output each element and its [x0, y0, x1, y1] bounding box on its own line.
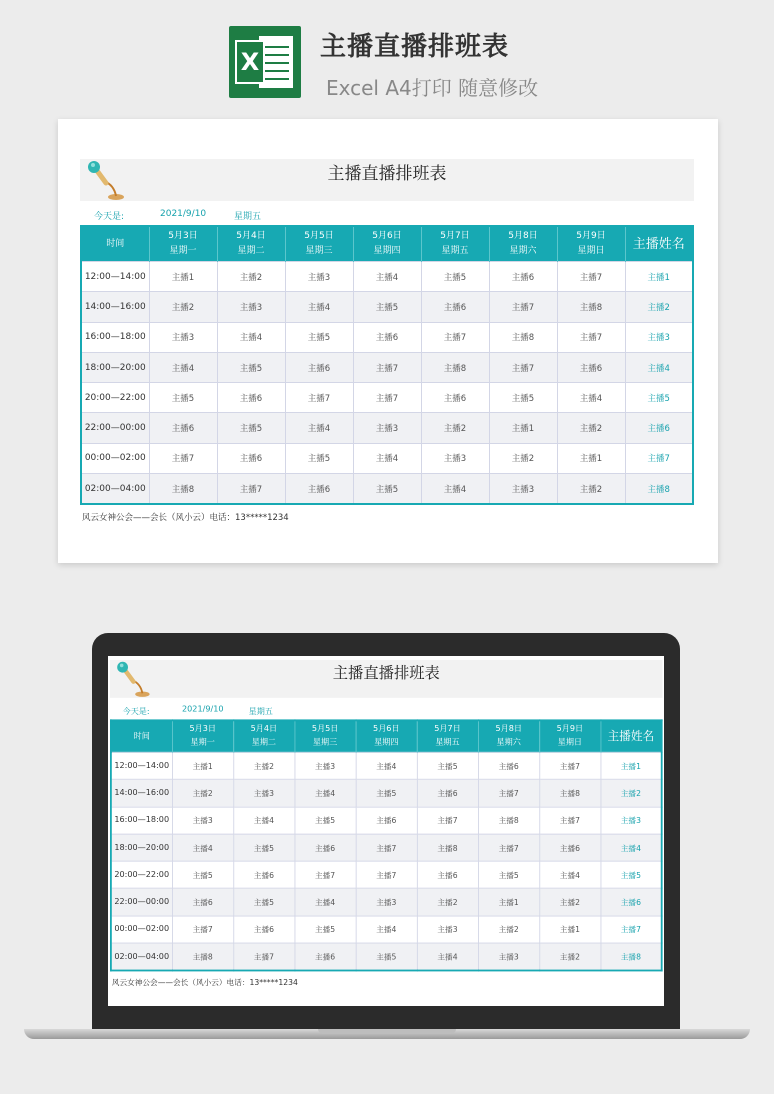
day-column-header — [295, 720, 356, 752]
table-row — [111, 780, 662, 807]
host-cell[interactable]: 主播8 — [557, 292, 625, 322]
time-slot-cell[interactable]: 18:00—20:00 — [81, 352, 149, 382]
host-cell[interactable]: 主播6 — [172, 889, 233, 916]
host-cell[interactable]: 主播1 — [172, 752, 233, 779]
date-bar — [80, 207, 694, 223]
host-cell[interactable]: 主播1 — [478, 889, 539, 916]
host-cell[interactable]: 主播3 — [172, 807, 233, 834]
host-cell[interactable]: 主播8 — [478, 807, 539, 834]
time-slot-cell[interactable]: 02:00—04:00 — [81, 474, 149, 505]
day-weekday: 星期二 — [251, 738, 277, 748]
table-row — [81, 262, 693, 292]
time-slot-cell[interactable]: 18:00—20:00 — [111, 834, 172, 861]
host-cell[interactable]: 主播7 — [149, 443, 217, 473]
day-date: 5月3日 — [168, 231, 198, 241]
host-cell[interactable]: 主播8 — [149, 474, 217, 505]
host-name-cell[interactable]: 主播2 — [625, 292, 693, 322]
table-row — [111, 752, 662, 779]
time-slot-cell[interactable]: 00:00—02:00 — [111, 916, 172, 943]
host-cell[interactable]: 主播4 — [356, 916, 417, 943]
host-cell[interactable]: 主播4 — [539, 861, 600, 888]
schedule-table — [110, 719, 663, 971]
day-column-header — [217, 226, 285, 262]
day-weekday: 星期四 — [374, 738, 399, 748]
time-slot-cell[interactable]: 20:00—22:00 — [81, 383, 149, 413]
host-cell[interactable]: 主播4 — [285, 413, 353, 443]
host-cell[interactable]: 主播7 — [233, 943, 294, 971]
host-cell[interactable]: 主播2 — [478, 916, 539, 943]
host-cell[interactable]: 主播5 — [233, 834, 294, 861]
host-cell[interactable]: 主播4 — [285, 292, 353, 322]
day-weekday: 星期二 — [237, 246, 265, 256]
day-date: 5月6日 — [373, 724, 400, 734]
host-cell[interactable]: 主播5 — [478, 861, 539, 888]
table-row — [81, 322, 693, 352]
host-cell[interactable]: 主播3 — [489, 474, 557, 505]
host-cell[interactable]: 主播4 — [233, 807, 294, 834]
day-column-header — [172, 720, 233, 752]
host-cell[interactable]: 主播3 — [295, 752, 356, 779]
table-row — [81, 352, 693, 382]
host-cell[interactable]: 主播3 — [356, 889, 417, 916]
day-column-header — [478, 720, 539, 752]
table-row — [111, 943, 662, 971]
host-cell[interactable]: 主播5 — [285, 322, 353, 352]
time-slot-cell[interactable]: 22:00—00:00 — [111, 889, 172, 916]
host-cell[interactable]: 主播5 — [417, 752, 478, 779]
time-slot-cell[interactable]: 00:00—02:00 — [81, 443, 149, 473]
host-cell[interactable]: 主播5 — [356, 780, 417, 807]
host-cell[interactable]: 主播5 — [233, 889, 294, 916]
host-cell[interactable]: 主播4 — [295, 780, 356, 807]
host-cell[interactable]: 主播4 — [149, 352, 217, 382]
host-cell[interactable]: 主播6 — [478, 752, 539, 779]
host-cell[interactable]: 主播6 — [489, 262, 557, 292]
host-cell[interactable]: 主播4 — [295, 889, 356, 916]
host-cell[interactable]: 主播6 — [356, 807, 417, 834]
host-name-cell[interactable]: 主播7 — [625, 443, 693, 473]
host-cell[interactable]: 主播1 — [539, 916, 600, 943]
host-cell[interactable]: 主播2 — [557, 413, 625, 443]
host-name-cell[interactable]: 主播5 — [625, 383, 693, 413]
name-column-header: 主播姓名 — [625, 226, 693, 262]
host-cell[interactable]: 主播6 — [353, 322, 421, 352]
today-date: 2021/9/10 — [182, 705, 224, 714]
day-column-header — [285, 226, 353, 262]
page-title: 主播直播排班表 — [320, 32, 510, 62]
host-cell[interactable]: 主播4 — [172, 834, 233, 861]
host-cell[interactable]: 主播4 — [353, 262, 421, 292]
day-weekday: 星期一 — [190, 738, 215, 748]
host-cell[interactable]: 主播6 — [149, 413, 217, 443]
host-cell[interactable]: 主播7 — [557, 322, 625, 352]
host-cell[interactable]: 主播6 — [421, 292, 489, 322]
today-label: 今天是: — [122, 707, 150, 717]
host-cell[interactable]: 主播2 — [557, 474, 625, 505]
host-name-cell[interactable]: 主播6 — [625, 413, 693, 443]
host-cell[interactable]: 主播6 — [285, 474, 353, 505]
host-cell[interactable]: 主播8 — [539, 780, 600, 807]
table-row — [81, 443, 693, 473]
host-cell[interactable]: 主播7 — [421, 322, 489, 352]
day-column-header — [489, 226, 557, 262]
day-column-header — [149, 226, 217, 262]
host-cell[interactable]: 主播3 — [353, 413, 421, 443]
host-cell[interactable]: 主播5 — [295, 916, 356, 943]
host-cell[interactable]: 主播5 — [172, 861, 233, 888]
host-cell[interactable]: 主播6 — [233, 916, 294, 943]
host-cell[interactable]: 主播1 — [557, 443, 625, 473]
day-column-header — [233, 720, 294, 752]
day-weekday: 星期日 — [577, 246, 605, 256]
day-date: 5月5日 — [311, 724, 339, 734]
table-row — [81, 474, 693, 505]
host-name-cell[interactable]: 主播4 — [601, 834, 662, 861]
today-date: 2021/9/10 — [160, 209, 207, 219]
host-cell[interactable]: 主播4 — [421, 474, 489, 505]
host-cell[interactable]: 主播3 — [149, 322, 217, 352]
time-slot-cell[interactable]: 12:00—14:00 — [81, 262, 149, 292]
host-cell[interactable]: 主播7 — [539, 807, 600, 834]
day-date: 5月9日 — [576, 231, 606, 241]
day-column-header — [557, 226, 625, 262]
host-cell[interactable]: 主播8 — [417, 834, 478, 861]
host-cell[interactable]: 主播5 — [295, 807, 356, 834]
day-column-header — [356, 720, 417, 752]
host-name-cell[interactable]: 主播4 — [625, 352, 693, 382]
day-weekday: 星期四 — [373, 246, 401, 256]
name-column-header: 主播姓名 — [601, 720, 662, 752]
day-column-header — [421, 226, 489, 262]
day-date: 5月8日 — [495, 724, 522, 734]
table-row — [111, 834, 662, 861]
today-label: 今天是: — [94, 212, 125, 222]
sheet-footer: 风云女神公会——会长（风小云）电话：13*****1234 — [82, 513, 289, 523]
host-name-cell[interactable]: 主播1 — [601, 752, 662, 779]
time-column-header: 时间 — [81, 226, 149, 262]
host-name-cell[interactable]: 主播8 — [625, 474, 693, 505]
laptop-notch — [318, 1029, 456, 1034]
host-cell[interactable]: 主播1 — [149, 262, 217, 292]
table-row — [111, 916, 662, 943]
day-weekday: 星期六 — [509, 246, 537, 256]
host-name-cell[interactable]: 主播3 — [625, 322, 693, 352]
day-date: 5月3日 — [189, 724, 216, 734]
host-cell[interactable]: 主播5 — [421, 262, 489, 292]
host-cell[interactable]: 主播3 — [417, 916, 478, 943]
host-cell[interactable]: 主播5 — [489, 383, 557, 413]
host-cell[interactable]: 主播2 — [421, 413, 489, 443]
day-date: 5月6日 — [372, 231, 402, 241]
host-cell[interactable]: 主播2 — [172, 780, 233, 807]
host-name-cell[interactable]: 主播7 — [601, 916, 662, 943]
day-column-header — [353, 226, 421, 262]
sheet-footer: 风云女神公会——会长（风小云）电话：13*****1234 — [111, 978, 298, 988]
host-cell[interactable]: 主播6 — [217, 383, 285, 413]
host-cell[interactable]: 主播4 — [356, 752, 417, 779]
host-cell[interactable]: 主播4 — [217, 322, 285, 352]
day-weekday: 星期五 — [435, 738, 460, 748]
host-name-cell[interactable]: 主播6 — [601, 889, 662, 916]
sheet-title: 主播直播排班表 — [327, 164, 447, 184]
schedule-table — [80, 225, 694, 505]
day-weekday: 星期日 — [557, 738, 583, 748]
day-weekday: 星期六 — [496, 738, 521, 748]
host-cell[interactable]: 主播7 — [172, 916, 233, 943]
host-cell[interactable]: 主播3 — [217, 292, 285, 322]
table-row — [111, 807, 662, 834]
time-slot-cell[interactable]: 16:00—18:00 — [111, 807, 172, 834]
host-cell[interactable]: 主播6 — [295, 834, 356, 861]
host-cell[interactable]: 主播5 — [356, 943, 417, 971]
host-cell[interactable]: 主播7 — [353, 352, 421, 382]
time-slot-cell[interactable]: 22:00—00:00 — [81, 413, 149, 443]
time-column-header: 时间 — [111, 720, 172, 752]
host-cell[interactable]: 主播6 — [557, 352, 625, 382]
day-date: 5月7日 — [434, 724, 461, 734]
host-cell[interactable]: 主播3 — [478, 943, 539, 971]
host-cell[interactable]: 主播7 — [557, 262, 625, 292]
sheet-title: 主播直播排班表 — [332, 664, 440, 683]
host-cell[interactable]: 主播6 — [295, 943, 356, 971]
host-cell[interactable]: 主播7 — [478, 780, 539, 807]
host-cell[interactable]: 主播2 — [417, 889, 478, 916]
table-row — [81, 383, 693, 413]
host-cell[interactable]: 主播8 — [421, 352, 489, 382]
host-cell[interactable]: 主播8 — [489, 322, 557, 352]
table-row — [111, 861, 662, 888]
page-subtitle: Excel A4打印 随意修改 — [326, 76, 539, 100]
day-date: 5月7日 — [440, 231, 470, 241]
day-date: 5月4日 — [236, 231, 266, 241]
host-cell[interactable]: 主播6 — [417, 780, 478, 807]
date-bar — [110, 703, 663, 717]
host-cell[interactable]: 主播4 — [557, 383, 625, 413]
host-cell[interactable]: 主播7 — [478, 834, 539, 861]
day-weekday: 星期五 — [441, 246, 469, 256]
host-cell[interactable]: 主播7 — [295, 861, 356, 888]
host-name-cell[interactable]: 主播2 — [601, 780, 662, 807]
host-cell[interactable]: 主播7 — [356, 834, 417, 861]
host-cell[interactable]: 主播4 — [353, 443, 421, 473]
host-cell[interactable]: 主播6 — [417, 861, 478, 888]
time-slot-cell[interactable]: 02:00—04:00 — [111, 943, 172, 971]
host-cell[interactable]: 主播5 — [353, 292, 421, 322]
host-cell[interactable]: 主播7 — [417, 807, 478, 834]
host-cell[interactable]: 主播8 — [172, 943, 233, 971]
host-cell[interactable]: 主播4 — [417, 943, 478, 971]
host-cell[interactable]: 主播5 — [149, 383, 217, 413]
time-slot-cell[interactable]: 12:00—14:00 — [111, 752, 172, 779]
host-cell[interactable]: 主播6 — [539, 834, 600, 861]
host-cell[interactable]: 主播7 — [356, 861, 417, 888]
host-name-cell[interactable]: 主播1 — [625, 262, 693, 292]
table-row — [81, 413, 693, 443]
time-slot-cell[interactable]: 16:00—18:00 — [81, 322, 149, 352]
host-cell[interactable]: 主播3 — [421, 443, 489, 473]
host-cell[interactable]: 主播2 — [149, 292, 217, 322]
host-cell[interactable]: 主播6 — [217, 443, 285, 473]
host-cell[interactable]: 主播7 — [353, 383, 421, 413]
excel-logo-icon: X — [229, 26, 301, 98]
table-row — [81, 292, 693, 322]
host-cell[interactable]: 主播3 — [285, 262, 353, 292]
host-cell[interactable]: 主播6 — [421, 383, 489, 413]
host-cell[interactable]: 主播7 — [489, 352, 557, 382]
today-weekday: 星期五 — [234, 212, 262, 222]
today-weekday: 星期五 — [248, 707, 273, 717]
day-date: 5月9日 — [556, 724, 584, 734]
host-cell[interactable]: 主播2 — [233, 752, 294, 779]
host-cell[interactable]: 主播7 — [285, 383, 353, 413]
host-cell[interactable]: 主播6 — [285, 352, 353, 382]
time-slot-cell[interactable]: 14:00—16:00 — [81, 292, 149, 322]
host-name-cell[interactable]: 主播5 — [601, 861, 662, 888]
host-cell[interactable]: 主播2 — [539, 943, 600, 971]
table-row — [111, 889, 662, 916]
host-cell[interactable]: 主播2 — [489, 443, 557, 473]
host-cell[interactable]: 主播7 — [489, 292, 557, 322]
host-cell[interactable]: 主播2 — [539, 889, 600, 916]
host-cell[interactable]: 主播3 — [233, 780, 294, 807]
host-cell[interactable]: 主播5 — [353, 474, 421, 505]
day-weekday: 星期一 — [169, 246, 197, 256]
host-cell[interactable]: 主播2 — [217, 262, 285, 292]
host-cell[interactable]: 主播5 — [217, 413, 285, 443]
day-weekday: 星期三 — [305, 246, 333, 256]
time-slot-cell[interactable]: 14:00—16:00 — [111, 780, 172, 807]
time-slot-cell[interactable]: 20:00—22:00 — [111, 861, 172, 888]
host-cell[interactable]: 主播5 — [285, 443, 353, 473]
day-column-header — [417, 720, 478, 752]
host-cell[interactable]: 主播7 — [539, 752, 600, 779]
day-weekday: 星期三 — [312, 738, 338, 748]
day-date: 5月4日 — [250, 724, 278, 734]
day-date: 5月5日 — [304, 231, 334, 241]
laptop-screen — [108, 656, 664, 1006]
host-cell[interactable]: 主播5 — [217, 352, 285, 382]
host-name-cell[interactable]: 主播3 — [601, 807, 662, 834]
host-name-cell[interactable]: 主播8 — [601, 943, 662, 971]
day-date: 5月8日 — [508, 231, 538, 241]
host-cell[interactable]: 主播7 — [217, 474, 285, 505]
host-cell[interactable]: 主播1 — [489, 413, 557, 443]
day-column-header — [539, 720, 600, 752]
host-cell[interactable]: 主播6 — [233, 861, 294, 888]
